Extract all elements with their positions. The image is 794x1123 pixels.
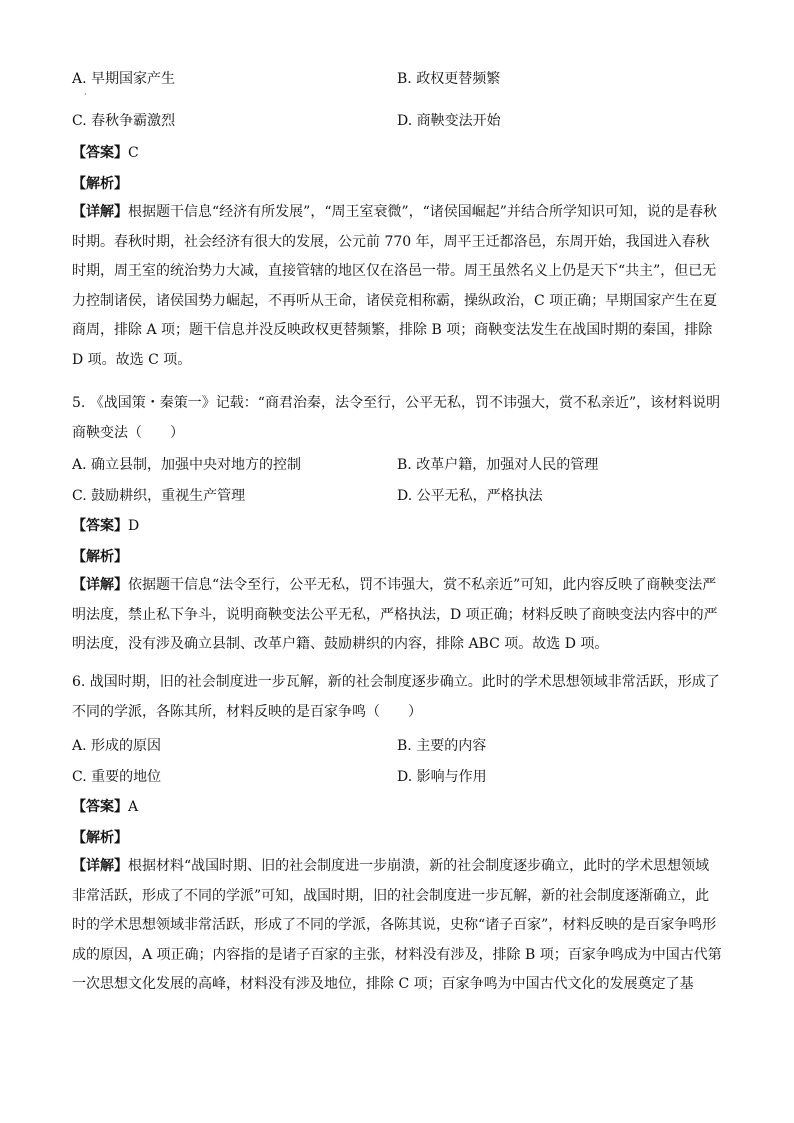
detail-tag: 【详解】 bbox=[72, 858, 128, 874]
q4-option-d: D. 商鞅变法开始 bbox=[397, 113, 501, 129]
q6-option-b: B. 主要的内容 bbox=[397, 738, 487, 754]
answer-tag: 【答案】 bbox=[72, 145, 128, 161]
stray-dot-mark: · bbox=[84, 90, 87, 99]
answer-tag: 【答案】 bbox=[72, 799, 128, 815]
q5-option-b: B. 改革户籍，加强对人民的管理 bbox=[397, 457, 599, 473]
q6-stem: 6. 战国时期，旧的社会制度进一步瓦解，新的社会制度逐步确立。此时的学术思想领域非常活跃，形成了不同的学派，各陈其所，材料反映的是百家争鸣（ ） bbox=[72, 674, 720, 720]
detail-text: 根据题干信息“经济有所发展”，“周王室衰微”，“诸侯国崛起”并结合所学知识可知，说的是春秋时期。春秋时期，社会经济有很大的发展，公元前 770 年，周平王迁都洛邑，东周开始，我国进入春秋时期，周王室的统治势力大减，直接管辖的地区仅在洛邑一带。周王虽然名义上仍是天下“共主”，但已无力控制诸侯，诸侯国势力崛起，不再听从王命，诸侯竞相称霸，操纵政治，C 项正确；早期国家产生在夏商周，排除 A 项；题干信息并没反映政权更替频繁，排除 B 项；商鞅变法发生在战国时期的秦国，排除 D 项。故选 C 项。 bbox=[72, 204, 718, 368]
answer-value: D bbox=[128, 518, 140, 534]
q4-option-c: C. 春秋争霸激烈 bbox=[72, 113, 176, 129]
q5-analysis-tag: 【解析】 bbox=[72, 549, 128, 565]
detail-text: 根据材料“战国时期、旧的社会制度进一步崩溃，新的社会制度逐步确立，此时的学术思想领域非常活跃，形成了不同的学派”可知，战国时期，旧的社会制度进一步瓦解，新的社会制度逐渐确立，此时的学术思想领域非常活跃，形成了不同的学派，各陈其说，史称“诸子百家”，材料反映的是百家争鸣形成的原因，A 项正确；内容指的是诸子百家的主张，材料没有涉及，排除 B 项；百家争鸣成为中国古代第一次思想文化发展的高峰，材料没有涉及地位，排除 C 项；百家争鸣为中国古代文化的发展奠定了基 bbox=[72, 858, 722, 992]
q4-answer bbox=[72, 142, 139, 162]
detail-tag: 【详解】 bbox=[72, 204, 128, 220]
q6-option-a: A. 形成的原因 bbox=[72, 738, 162, 754]
q4-option-a: A. 早期国家产生 bbox=[72, 71, 176, 87]
q6-answer bbox=[72, 796, 138, 816]
q5-option-a: A. 确立县制，加强中央对地方的控制 bbox=[72, 457, 302, 473]
answer-value: C bbox=[128, 145, 139, 161]
detail-tag: 【详解】 bbox=[72, 577, 128, 593]
answer-tag: 【答案】 bbox=[72, 518, 128, 534]
answer-value: A bbox=[128, 799, 139, 815]
q4-option-b: B. 政权更替频繁 bbox=[397, 71, 501, 87]
q5-detail bbox=[72, 571, 722, 660]
q4-detail bbox=[72, 198, 722, 375]
q6-option-d: D. 影响与作用 bbox=[397, 769, 487, 785]
q6-option-c: C. 重要的地位 bbox=[72, 769, 162, 785]
q5-answer bbox=[72, 515, 139, 535]
q6-analysis-tag: 【解析】 bbox=[72, 830, 128, 846]
q5-option-c: C. 鼓励耕织，重视生产管理 bbox=[72, 488, 246, 504]
q6-detail bbox=[72, 852, 722, 1000]
q5-stem: 5. 《战国策・秦策一》记载：“商君治秦，法令至行，公平无私，罚不讳强大，赏不私亲近”，该材料说明商鞅变法（ ） bbox=[72, 395, 721, 441]
q4-analysis-tag: 【解析】 bbox=[72, 176, 128, 192]
detail-text: 依据题干信息“法令至行，公平无私，罚不讳强大，赏不私亲近”可知，此内容反映了商鞅变法严明法度，禁止私下争斗，说明商鞅变法公平无私，严格执法，D 项正确；材料反映了商映变法内容中的严明法度，没有涉及确立县制、改革户籍、鼓励耕织的内容，排除 ABC 项。故选 D 项。 bbox=[72, 577, 718, 652]
q5-option-d: D. 公平无私，严格执法 bbox=[397, 488, 543, 504]
